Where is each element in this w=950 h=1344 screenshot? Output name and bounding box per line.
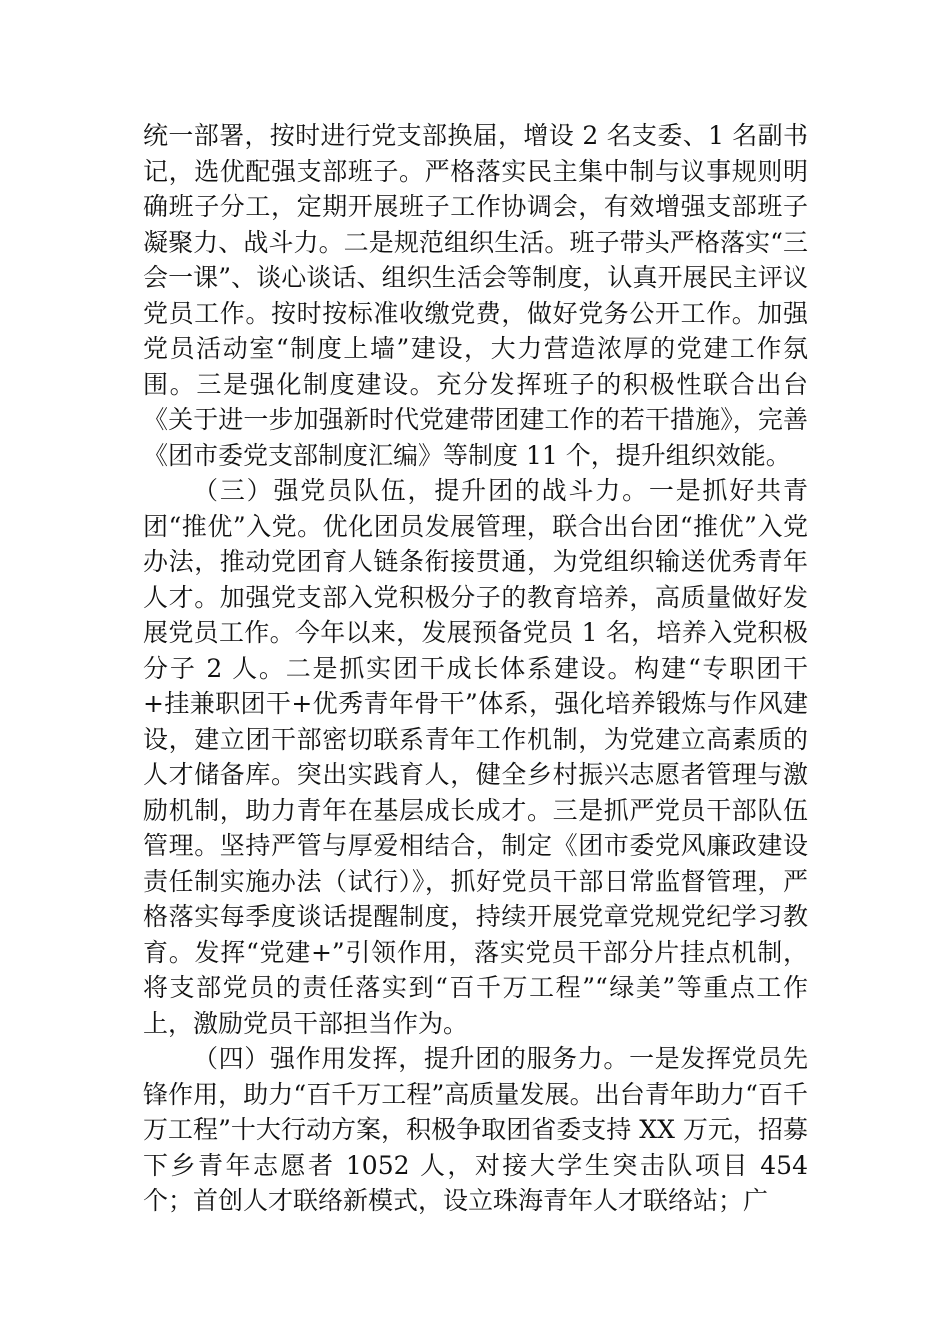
paragraph-1: 统一部署，按时进行党支部换届，增设 2 名支委、1 名副书记，选优配强支部班子。严格落实民主集中制与议事规则明确班子分工，定期开展班子工作协调会，有效增强支部班子凝聚力、战斗力。二是规范组织生活。班子带头严格落实“三会一课”、谈心谈话、组织生活会等制度，认真开展民主评议党员工作。按时按标准收缴党费，做好党务公开工作。加强党员活动室“制度上墙”建设，大力营造浓厚的党建工作氛围。三是强化制度建设。充分发挥班子的积极性联合出台《关于进一步加强新时代党建带团建工作的若干措施》，完善《团市委党支部制度汇编》等制度 11 个，提升组织效能。 bbox=[143, 121, 808, 470]
paragraph-3: （四）强作用发挥，提升团的服务力。一是发挥党员先锋作用，助力“百千万工程”高质量发展。出台青年助力“百千万工程”十大行动方案，积极争取团省委支持 XX 万元，招募下乡青年志愿者 1052 人，对接大学生突击队项目 454 个；首创人才联络新模式，设立珠海青年人才联络站；广 bbox=[143, 1044, 808, 1215]
paragraph-2: （三）强党员队伍，提升团的战斗力。一是抓好共青团“推优”入党。优化团员发展管理，联合出台团“推优”入党办法，推动党团育人链条衔接贯通，为党组织输送优秀青年人才。加强党支部入党积极分子的教育培养，高质量做好发展党员工作。今年以来，发展预备党员 1 名，培养入党积极分子 2 人。二是抓实团干成长体系建设。构建“专职团干+挂兼职团干+优秀青年骨干”体系，强化培养锻炼与作风建设，建立团干部密切联系青年工作机制，为党建立高素质的人才储备库。突出实践育人，健全乡村振兴志愿者管理与激励机制，助力青年在基层成长成才。三是抓严党员干部队伍管理。坚持严管与厚爱相结合，制定《团市委党风廉政建设责任制实施办法（试行）》，抓好党员干部日常监督管理，严格落实每季度谈话提醒制度，持续开展党章党规党纪学习教育。发挥“党建+”引领作用，落实党员干部分片挂点机制，将支部党员的责任落实到“百千万工程”“绿美”等重点工作上，激励党员干部担当作为。 bbox=[143, 476, 808, 1038]
document-body bbox=[143, 118, 808, 1219]
